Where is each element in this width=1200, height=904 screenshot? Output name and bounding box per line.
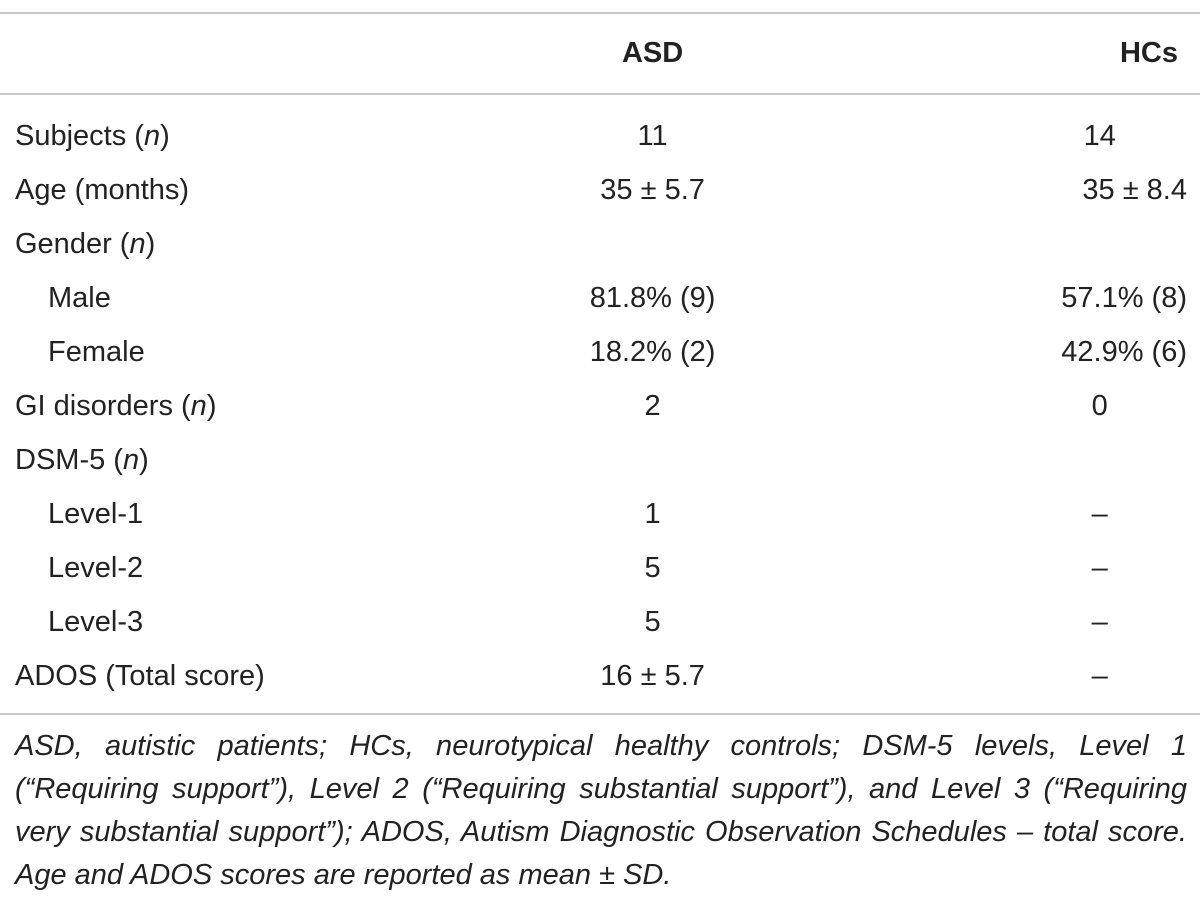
table-footnote: ASD, autistic patients; HCs, neurotypical healthy controls; DSM-5 levels, Level 1 (“Requiring support”), Level 2 (“Requiring substantial support”), and Level 3 (“Requiring very substantial support”); ADOS, Autism Diagnostic Observation Schedules – total score. Age and ADOS scores are reported as mean ± SD. xyxy=(15,730,1187,891)
row-asd-value: 16 ± 5.7 xyxy=(600,659,705,692)
row-asd-value: 2 xyxy=(644,389,661,422)
table-row xyxy=(0,541,1200,595)
table-row xyxy=(0,595,1200,649)
row-label xyxy=(0,325,506,379)
row-hcs-value: – xyxy=(1091,605,1108,638)
row-hcs-value: 35 ± 8.4 xyxy=(1082,173,1187,206)
row-label-italic: n xyxy=(122,443,140,476)
row-hcs-value xyxy=(799,433,1200,487)
header-asd: ASD xyxy=(621,36,684,69)
table-row xyxy=(0,163,1200,217)
row-asd-value: 11 xyxy=(637,119,668,152)
row-label-text: ADOS (Total score) xyxy=(15,659,265,692)
row-label-text: DSM-5 ( xyxy=(15,443,123,476)
row-hcs-value: – xyxy=(1091,659,1108,692)
row-hcs-value: – xyxy=(1091,551,1108,584)
table-row xyxy=(0,433,1200,487)
row-asd-value: 18.2% (2) xyxy=(589,335,716,368)
row-hcs-value xyxy=(799,217,1200,271)
table-row xyxy=(0,487,1200,541)
row-label xyxy=(0,595,506,649)
row-hcs-value: 42.9% (6) xyxy=(1061,335,1187,368)
row-label-italic: n xyxy=(190,389,207,422)
row-asd-value: 5 xyxy=(644,551,661,584)
row-label xyxy=(0,379,506,433)
row-label-italic: n xyxy=(143,119,161,152)
table-header xyxy=(0,26,1200,109)
row-label-after: ) xyxy=(139,443,149,476)
row-label-after: ) xyxy=(145,227,156,260)
row-label xyxy=(0,649,506,703)
row-hcs-value: – xyxy=(1091,497,1108,530)
table-row xyxy=(0,325,1200,379)
row-label xyxy=(0,541,506,595)
header-hcs: HCs xyxy=(1119,36,1178,69)
row-label-after: ) xyxy=(160,119,170,152)
row-asd-value: 35 ± 5.7 xyxy=(600,173,705,206)
row-asd-value: 81.8% (9) xyxy=(589,281,716,314)
header-row xyxy=(0,26,1200,80)
row-asd-value xyxy=(506,217,800,271)
row-label-text: GI disorders ( xyxy=(15,389,191,422)
row-label xyxy=(0,217,506,271)
table-row xyxy=(0,649,1200,703)
row-label-text: Gender ( xyxy=(15,227,130,260)
table-top-rule xyxy=(0,12,1200,14)
table-body xyxy=(0,109,1200,703)
row-label xyxy=(0,163,506,217)
demographics-table xyxy=(0,26,1200,703)
row-hcs-value: 14 xyxy=(1083,119,1116,152)
row-label xyxy=(0,109,506,163)
row-hcs-value: 57.1% (8) xyxy=(1061,281,1187,314)
header-gap xyxy=(0,80,1200,109)
row-label xyxy=(0,487,506,541)
table-row xyxy=(0,379,1200,433)
row-label-text: Subjects ( xyxy=(15,119,144,152)
row-label-after: ) xyxy=(206,389,217,422)
row-label xyxy=(0,433,506,487)
header-label xyxy=(0,26,506,80)
table-row xyxy=(0,109,1200,163)
row-label xyxy=(0,271,506,325)
row-label-text: Female xyxy=(48,335,145,368)
row-label-text: Age (months) xyxy=(15,173,190,206)
row-asd-value: 1 xyxy=(644,497,661,530)
row-asd-value xyxy=(506,433,800,487)
table-bottom-rule xyxy=(0,713,1200,715)
row-label-text: Level-1 xyxy=(48,497,144,530)
row-asd-value: 5 xyxy=(644,605,661,638)
row-hcs-value: 0 xyxy=(1091,389,1108,422)
row-label-text: Male xyxy=(48,281,111,314)
row-label-text: Level-3 xyxy=(48,605,144,638)
row-label-italic: n xyxy=(129,227,146,260)
row-label-text: Level-2 xyxy=(48,551,144,584)
table-row xyxy=(0,217,1200,271)
table-row xyxy=(0,271,1200,325)
